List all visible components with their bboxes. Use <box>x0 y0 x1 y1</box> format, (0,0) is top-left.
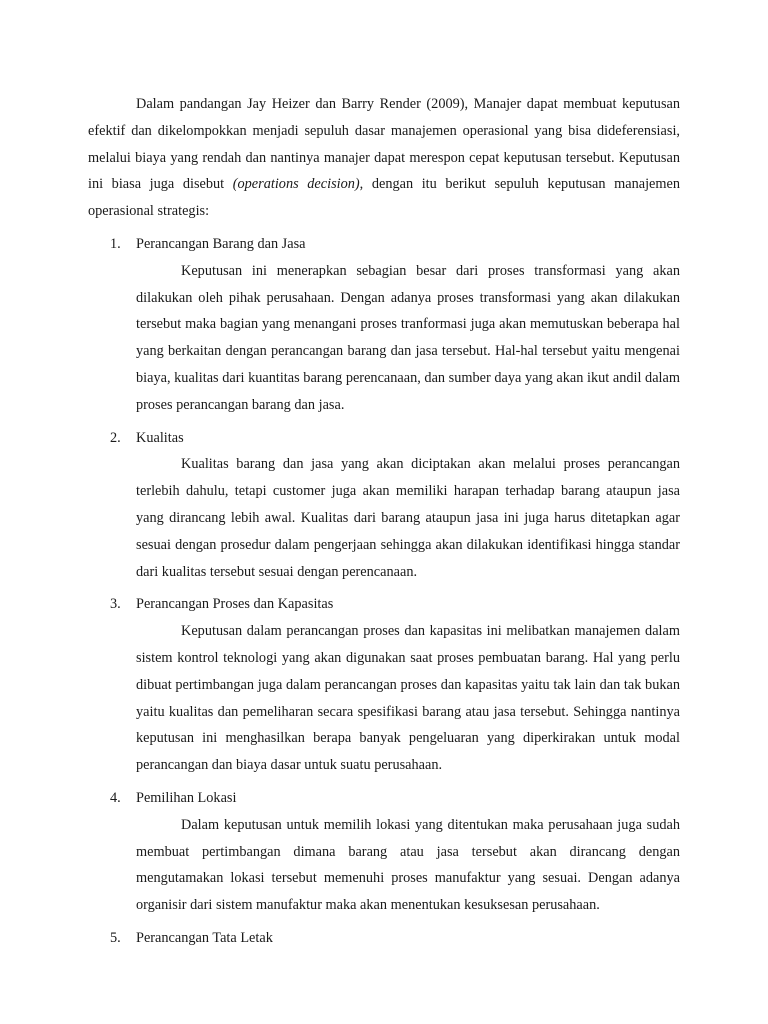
list-item-body: Keputusan dalam perancangan proses dan kapasitas ini melibatkan manajemen dalam sistem kontrol teknologi yang akan digunakan saat proses pembuatan barang. Hal yang perlu dibuat pertimbangan juga dalam perancangan proses dan kapasitas yaitu tak lain dan tak bukan yaitu kualitas dan pemeliharan secara spesifikasi barang atau jasa tersebut. Sehingga nantinya keputusan ini menghasilkan berapa banyak pengeluaran yang diperkirakan untuk modal perancangan dan biaya dasar untuk suatu perusahaan. <box>136 623 680 774</box>
list-item <box>88 925 680 952</box>
list-item-title: Perancangan Barang dan Jasa <box>136 235 306 252</box>
list-item-title: Perancangan Proses dan Kapasitas <box>136 596 334 613</box>
document-page <box>88 91 680 952</box>
list-item-heading <box>88 785 680 812</box>
list-item-title: Kualitas <box>136 429 184 446</box>
list-item-number: 2. <box>110 429 121 446</box>
list-item-heading <box>88 925 680 952</box>
list-item-heading <box>88 591 680 618</box>
intro-text-before-italic: Dalam pandangan Jay Heizer dan Barry Render (2009), Manajer dapat membuat keputusan efektif dan dikelompokkan menjadi sepuluh dasar manajemen operasional yang bisa dideferensiasi, melalui biaya yang rendah dan nantinya manajer dapat merespon cepat keputusan tersebut. Keputusan ini biasa juga disebut <box>88 96 680 193</box>
list-item-title: Pemilihan Lokasi <box>136 789 237 806</box>
list-item <box>88 231 680 419</box>
list-item <box>88 591 680 779</box>
list-item-heading <box>88 425 680 452</box>
list-item-body: Dalam keputusan untuk memilih lokasi yang ditentukan maka perusahaan juga sudah membuat pertimbangan dimana barang atau jasa tersebut akan dirancang dengan mengutamakan lokasi tersebut memenuhi proses manufaktur yang sesuai. Dengan adanya organisir dari sistem manufaktur maka akan menentukan kesuksesan perusahaan. <box>136 816 680 914</box>
list-item-number: 5. <box>110 929 121 946</box>
list-item-number: 1. <box>110 235 121 252</box>
list-item-title: Perancangan Tata Letak <box>136 929 273 946</box>
list-item-body: Kualitas barang dan jasa yang akan diciptakan akan melalui proses perancangan terlebih dahulu, tetapi customer juga akan memiliki harapan terhadap barang ataupun jasa yang dirancang lebih awal. Kualitas dari barang ataupun jasa ini juga harus ditetapkan agar sesuai dengan prosedur dalam pengerjaan sehingga akan dilakukan identifikasi hingga standar dari kualitas tersebut sesuai dengan perencanaan. <box>136 456 680 580</box>
list-item-number: 4. <box>110 789 121 806</box>
list-item-heading <box>88 231 680 258</box>
list-item <box>88 785 680 919</box>
intro-paragraph <box>88 91 680 225</box>
decision-list <box>88 231 680 952</box>
intro-text-after-italic: , dengan itu berikut sepuluh keputusan manajemen operasional strategis: <box>88 176 680 220</box>
intro-italic-term: (operations decision) <box>232 176 360 193</box>
list-item <box>88 425 680 586</box>
list-item-body: Keputusan ini menerapkan sebagian besar dari proses transformasi yang akan dilakukan oleh pihak perusahaan. Dengan adanya proses transformasi yang akan dilakukan tersebut maka bagian yang menangani proses tranformasi juga akan memutuskan beberapa hal yang berkaitan dengan perancangan barang dan jasa tersebut. Hal-hal tersebut yaitu mengenai biaya, kualitas dari kuantitas barang perencanaan, dan sumber daya yang akan ikut andil dalam proses perancangan barang dan jasa. <box>136 262 680 413</box>
list-item-number: 3. <box>110 596 121 613</box>
